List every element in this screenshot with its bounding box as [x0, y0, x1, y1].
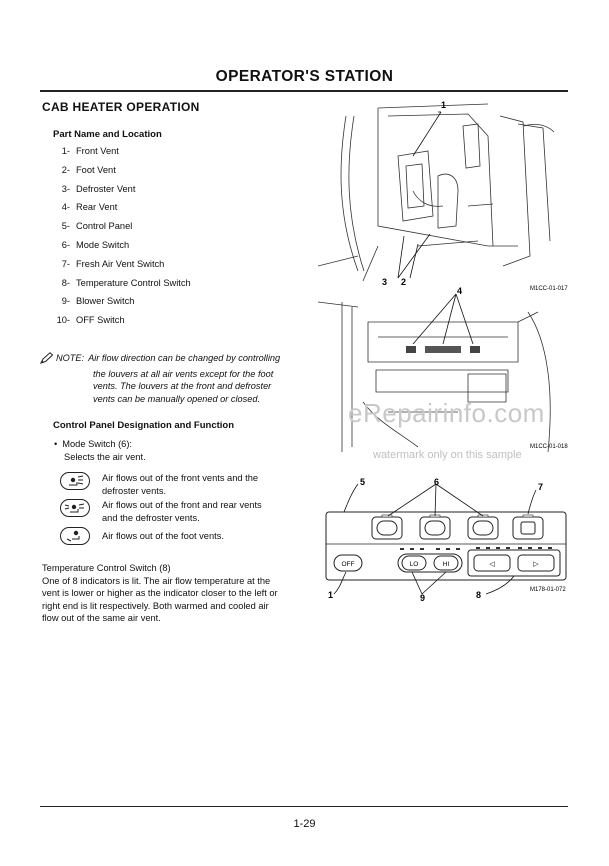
- callout-label: 4: [457, 286, 463, 296]
- callout-label: 6: [434, 477, 440, 487]
- note-line: Air flow direction can be changed by controlling: [88, 353, 281, 363]
- mode-button-front-rear[interactable]: [420, 515, 450, 539]
- off-button[interactable]: [334, 555, 362, 571]
- front-rear-mode-icon: [60, 499, 90, 517]
- bullet: •: [54, 439, 58, 449]
- mode-row: Air flows out of the front and rear vents and the defroster vents.: [60, 499, 312, 524]
- callout-label: 3: [382, 277, 388, 287]
- figure-code: M1CC-01-017: [530, 286, 568, 292]
- watermark-note: watermark only on this sample: [373, 449, 522, 461]
- list-item: 6- Mode Switch: [61, 239, 130, 250]
- temperature-control-switch[interactable]: [468, 550, 560, 576]
- callout-label: 1: [441, 100, 447, 110]
- callout-label: 1: [328, 590, 334, 600]
- mode-switch-item: • Mode Switch (6): Selects the air vent.: [54, 439, 146, 462]
- list-item: 8- Temperature Control Switch: [61, 277, 191, 288]
- callout-label: 9: [420, 593, 426, 603]
- svg-text:OFF: OFF: [341, 561, 355, 568]
- note-line: vents can be manually opened or closed.: [93, 393, 261, 404]
- list-item: 3- Defroster Vent: [61, 183, 136, 194]
- note-label: NOTE:: [56, 353, 85, 363]
- list-item: 7- Fresh Air Vent Switch: [61, 258, 165, 269]
- mode-button-front-defroster[interactable]: [372, 515, 402, 539]
- control-panel-figure: [318, 476, 578, 606]
- cab-interior-figure: [318, 96, 578, 296]
- callout-label: 2: [401, 277, 407, 287]
- svg-text:HI: HI: [442, 561, 450, 568]
- callout-label: 8: [476, 590, 482, 600]
- list-item: 2- Foot Vent: [61, 164, 116, 175]
- page-title: OPERATOR'S STATION: [215, 68, 394, 85]
- note-line: vents. The louvers at the front and defroster: [93, 381, 272, 391]
- pencil-note-icon: [40, 352, 56, 368]
- site-watermark: eRepairinfo.com: [348, 398, 545, 428]
- parts-heading: Part Name and Location: [53, 129, 162, 140]
- svg-text:LO: LO: [409, 561, 419, 568]
- front-defroster-mode-icon: [60, 472, 90, 490]
- list-item: 10- OFF Switch: [56, 315, 125, 326]
- note-line: the louvers at all air vents except for the foot: [93, 368, 274, 379]
- figure-code: M178-01-072: [530, 587, 566, 593]
- header-rule: [40, 90, 568, 92]
- rear-vent-figure: [318, 282, 578, 462]
- callout-label: 5: [360, 477, 366, 487]
- parts-list: [48, 146, 191, 334]
- list-item: 9- Blower Switch: [61, 296, 135, 307]
- callout-label: 7: [538, 482, 544, 492]
- figure-code: M1CC-01-018: [530, 444, 568, 450]
- temperature-control-text: Temperature Control Switch (8) One of 8 indicators is lit. The air flow temperature at the vent is lower or higher as the indicator closer to the left or right end is lit respectively. Both warmed and cooled air flow out of the same air vent.: [42, 563, 278, 623]
- page-number: 1-29: [293, 818, 316, 830]
- svg-text:▷: ▷: [533, 560, 539, 568]
- blower-switch[interactable]: [398, 554, 462, 572]
- foot-mode-icon: [60, 527, 90, 545]
- mode-row: Air flows out of the front vents and the defroster vents.: [60, 472, 312, 497]
- footer-rule: [40, 806, 568, 807]
- list-item: 1- Front Vent: [61, 146, 119, 156]
- list-item: 4- Rear Vent: [61, 202, 118, 213]
- svg-text:◁: ◁: [489, 560, 495, 568]
- mode-button-foot[interactable]: [468, 515, 498, 539]
- mode-row: Air flows out of the foot vents.: [60, 527, 312, 545]
- fresh-air-vent-button[interactable]: [513, 515, 543, 539]
- control-panel-heading: Control Panel Designation and Function: [53, 420, 235, 431]
- note-block: [40, 352, 320, 405]
- list-item: 5- Control Panel: [61, 221, 133, 232]
- section-title: CAB HEATER OPERATION: [42, 100, 200, 114]
